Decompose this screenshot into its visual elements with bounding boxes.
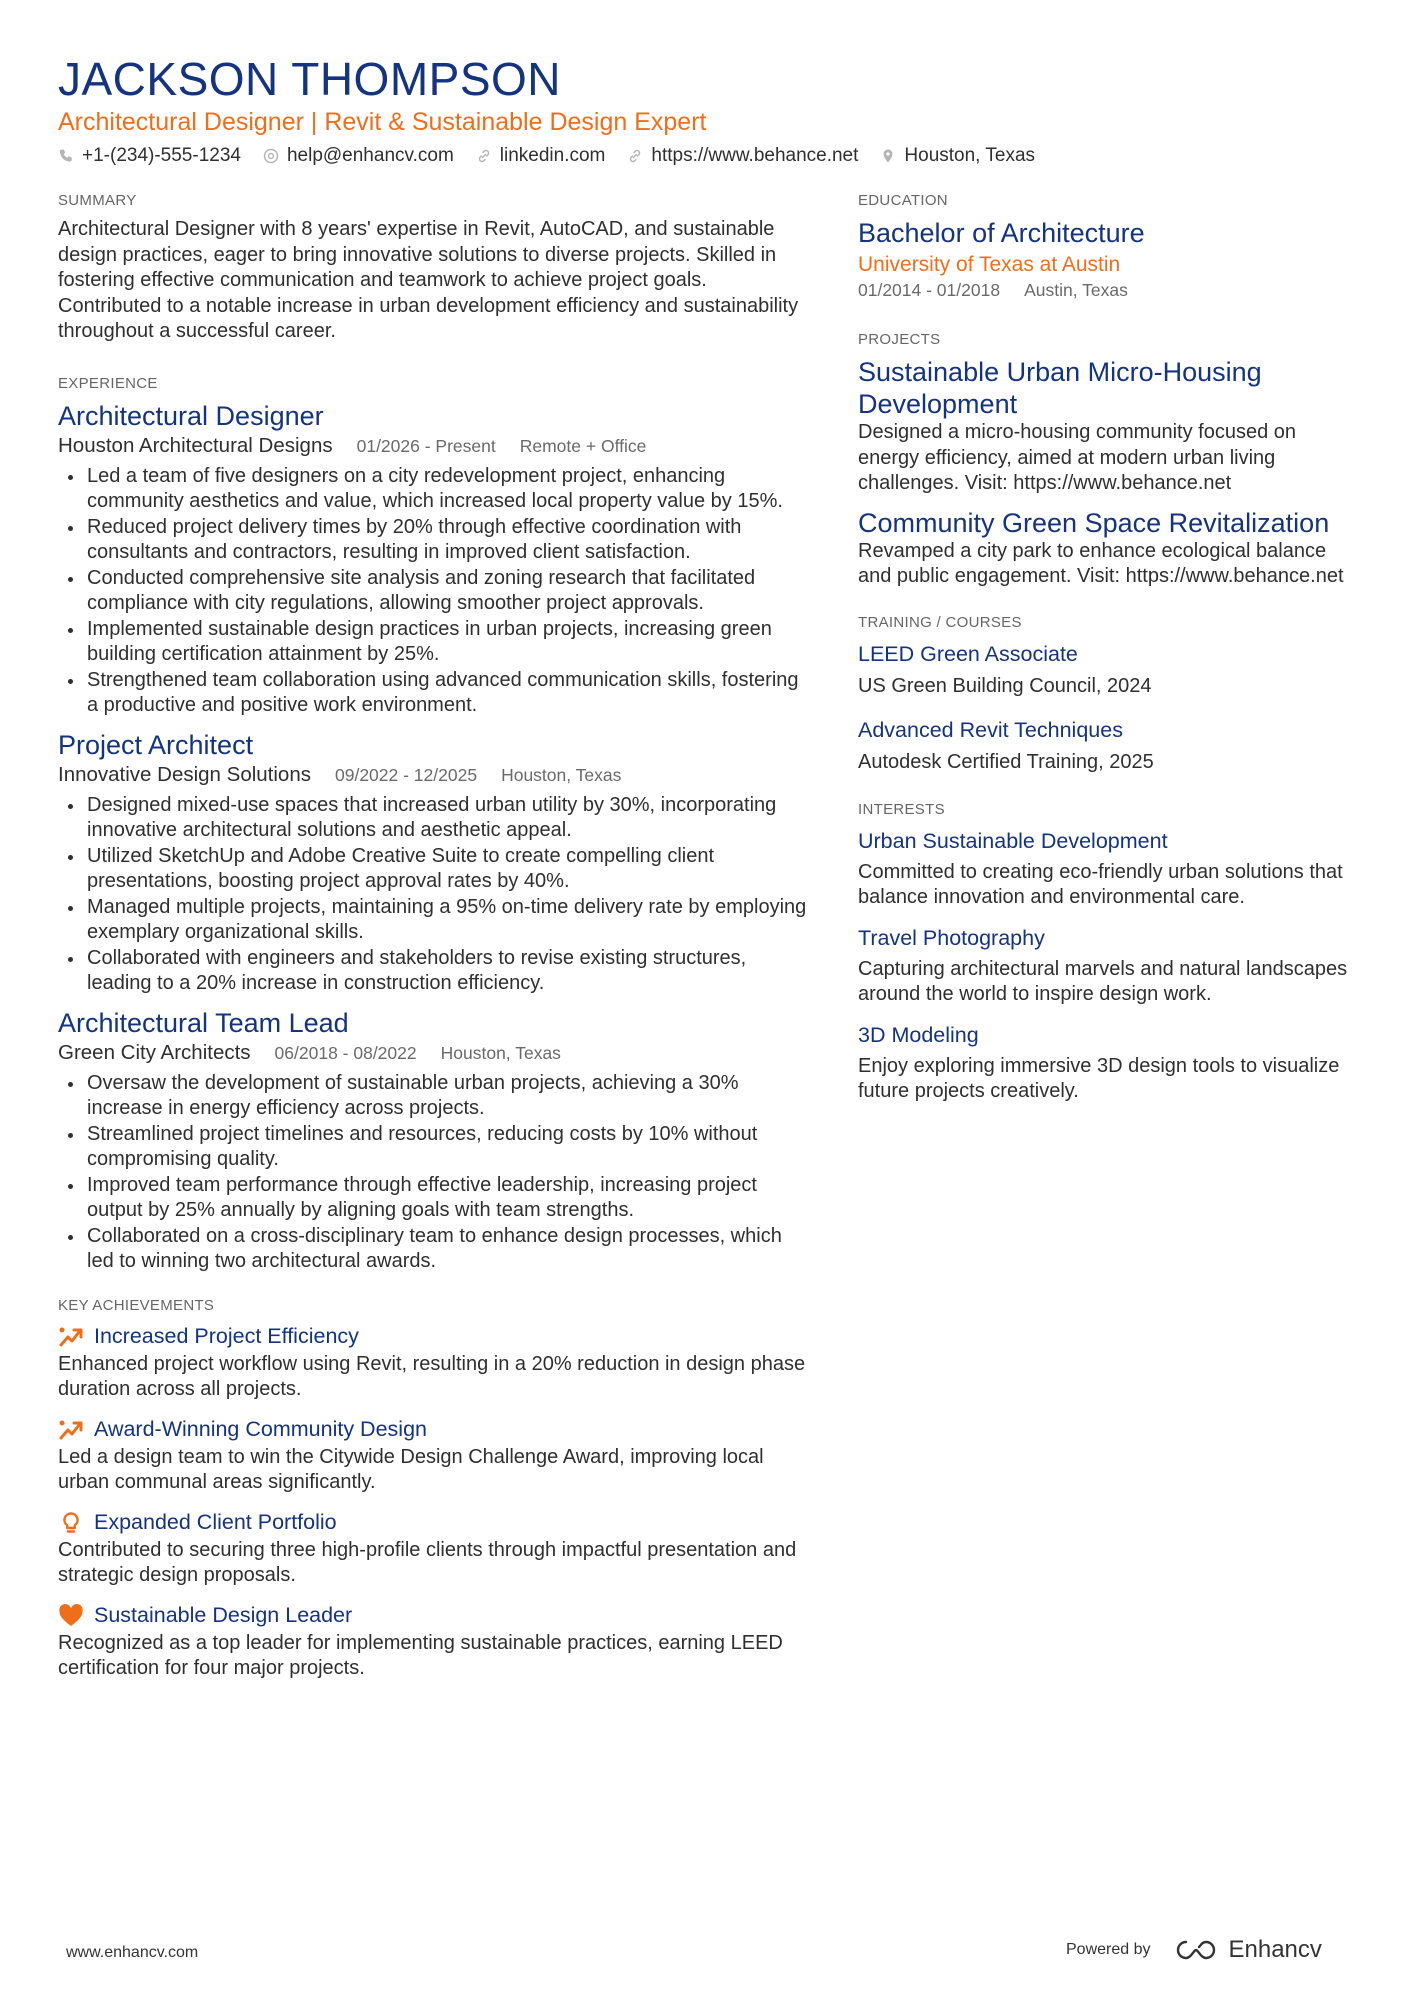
footer-branding — [1066, 1936, 1322, 1964]
job-title: Architectural Designer — [58, 400, 324, 431]
candidate-name: JACKSON THOMPSON — [58, 53, 561, 105]
contact-text: linkedin.com — [499, 145, 606, 166]
achievement-title: Expanded Client Portfolio — [94, 1510, 337, 1534]
at-icon — [263, 148, 279, 164]
job-bullets — [58, 793, 808, 997]
job-dates: 06/2018 - 08/2022 — [274, 1042, 417, 1063]
interest-item — [858, 826, 1358, 911]
bullet-item: Conducted comprehensive site analysis and zoning research that facilitated compliance with city regulations, allowing smoother project approvals. — [58, 566, 808, 617]
education-meta — [858, 279, 1358, 301]
interest-text: Capturing architectural marvels and natural landscapes around the world to inspire design work. — [858, 957, 1348, 1005]
section-title: EDUCATION — [858, 192, 948, 209]
contact-email[interactable] — [263, 145, 454, 167]
achievement-text: Enhanced project workflow using Revit, resulting in a 20% reduction in design phase duration across all projects. — [58, 1352, 806, 1400]
job-entry — [58, 400, 808, 719]
job-entry — [58, 729, 808, 997]
achievement-title: Award-Winning Community Design — [94, 1417, 427, 1441]
heart-icon — [58, 1604, 84, 1628]
contact-text: https://www.behance.net — [651, 145, 859, 166]
projects-section — [858, 331, 1358, 590]
section-title: KEY ACHIEVEMENTS — [58, 1296, 215, 1314]
project-title: Sustainable Urban Micro-Housing Development — [858, 357, 1262, 419]
contact-behance[interactable] — [627, 145, 858, 167]
bullet-item: Led a team of five designers on a city redevelopment project, enhancing community aesthetics and value, which increased local property value by 15%. — [58, 464, 808, 515]
bullet-item: Utilized SketchUp and Adobe Creative Suite to create compelling client presentations, boosting project approval rates by 40%. — [58, 844, 808, 895]
education-dates: 01/2014 - 01/2018 — [858, 280, 1001, 300]
achievement-text: Contributed to securing three high-profile clients through impactful presentation and strategic design proposals. — [58, 1538, 797, 1586]
section-title: PROJECTS — [858, 331, 941, 348]
enhancv-logo-icon — [1173, 1938, 1219, 1962]
job-meta — [58, 761, 808, 789]
training-section — [858, 614, 1358, 777]
interest-title: Urban Sustainable Development — [858, 828, 1168, 853]
link-icon — [476, 148, 492, 164]
job-title: Architectural Team Lead — [58, 1007, 349, 1038]
section-title: TRAINING / COURSES — [858, 613, 1022, 631]
interest-item — [858, 923, 1358, 1008]
contact-bar — [58, 145, 1035, 167]
course-title: Advanced Revit Techniques — [858, 717, 1123, 742]
summary-section — [58, 192, 808, 345]
footer-website[interactable]: www.enhancv.com — [66, 1944, 199, 1961]
achievements-section — [58, 1297, 808, 1682]
job-dates: 09/2022 - 12/2025 — [335, 764, 478, 785]
achievement-item — [58, 1508, 808, 1589]
job-dates: 01/2026 - Present — [356, 435, 496, 456]
bullet-item: Designed mixed-use spaces that increased urban utility by 30%, incorporating innovative architectural solutions and aesthetic appeal. — [58, 793, 808, 844]
section-title: SUMMARY — [58, 192, 137, 209]
brand-name: Enhancv — [1228, 1936, 1322, 1963]
right-column — [858, 192, 1358, 1117]
course-item — [858, 715, 1358, 777]
section-title: EXPERIENCE — [58, 374, 158, 392]
school-name: University of Texas at Austin — [858, 253, 1121, 276]
section-title: INTERESTS — [858, 800, 945, 818]
project-text: Designed a micro-housing community focused on energy efficiency, aimed at modern urban living challenges. Visit: https://www.behance.net — [858, 421, 1296, 494]
growth-arrow-icon — [58, 1418, 84, 1442]
company-name: Innovative Design Solutions — [58, 762, 311, 786]
summary-text: Architectural Designer with 8 years' expertise in Revit, AutoCAD, and sustainable design practices, eager to bring innovative solutions to diverse projects. Skilled in fostering effective communication and teamwork to achieve project goals. Contributed to a notable increase in urban development efficiency and sustainability throughout a successful career. — [58, 218, 799, 342]
contact-linkedin[interactable] — [476, 145, 606, 167]
interest-title: Travel Photography — [858, 925, 1045, 950]
achievement-item — [58, 1322, 808, 1403]
contact-text: +1-(234)-555-1234 — [82, 145, 241, 166]
education-location: Austin, Texas — [1024, 280, 1128, 300]
job-entry — [58, 1007, 808, 1275]
achievement-text: Recognized as a top leader for implementing sustainable practices, earning LEED certification for four major projects. — [58, 1631, 783, 1679]
contact-phone[interactable] — [58, 145, 241, 167]
company-name: Green City Architects — [58, 1040, 251, 1064]
location-icon — [880, 148, 896, 164]
growth-arrow-icon — [58, 1325, 84, 1349]
link-icon — [627, 148, 643, 164]
bullet-item: Collaborated with engineers and stakeholders to revise existing structures, leading to a 20% increase in construction efficiency. — [58, 946, 808, 997]
course-provider: Autodesk Certified Training, 2025 — [858, 750, 1154, 773]
job-meta — [58, 1039, 808, 1067]
achievement-title: Increased Project Efficiency — [94, 1324, 359, 1348]
contact-text: help@enhancv.com — [286, 145, 454, 166]
enhancv-logo[interactable] — [1173, 1936, 1322, 1964]
project-text: Revamped a city park to enhance ecological balance and public engagement. Visit: https://www.behance.net — [858, 539, 1344, 587]
course-title: LEED Green Associate — [858, 641, 1078, 666]
project-item — [858, 356, 1358, 497]
left-column — [58, 192, 808, 1694]
bullet-item: Oversaw the development of sustainable urban projects, achieving a 30% increase in energy efficiency across projects. — [58, 1071, 808, 1122]
job-location: Houston, Texas — [440, 1042, 561, 1063]
experience-section — [58, 375, 808, 1275]
bullet-item: Strengthened team collaboration using advanced communication skills, fostering a productive and positive work environment. — [58, 668, 808, 719]
job-location: Remote + Office — [519, 435, 647, 456]
bullet-item: Reduced project delivery times by 20% through effective coordination with consultants and contractors, resulting in improved client satisfaction. — [58, 515, 808, 566]
job-bullets — [58, 1071, 808, 1275]
powered-by-label: Powered by — [1066, 1941, 1151, 1958]
bullet-item: Implemented sustainable design practices in urban projects, increasing green building certification attainment by 25%. — [58, 617, 808, 668]
contact-text: Houston, Texas — [904, 145, 1036, 166]
achievement-item — [58, 1601, 808, 1682]
degree-title: Bachelor of Architecture — [858, 218, 1145, 248]
interests-section — [858, 801, 1358, 1105]
phone-icon — [58, 148, 74, 164]
job-bullets — [58, 464, 808, 719]
interest-text: Committed to creating eco-friendly urban solutions that balance innovation and environmental care. — [858, 860, 1343, 908]
interest-text: Enjoy exploring immersive 3D design tools to visualize future projects creatively. — [858, 1054, 1340, 1102]
bullet-item: Managed multiple projects, maintaining a 95% on-time delivery rate by employing exemplary organizational skills. — [58, 895, 808, 946]
lightbulb-icon — [58, 1511, 84, 1535]
job-meta — [58, 432, 808, 460]
achievement-item — [58, 1415, 808, 1496]
bullet-item: Improved team performance through effective leadership, increasing project output by 25% annually by aligning goals with team strengths. — [58, 1173, 808, 1224]
company-name: Houston Architectural Designs — [58, 433, 333, 457]
project-item — [858, 507, 1358, 590]
achievement-text: Led a design team to win the Citywide Design Challenge Award, improving local urban communal areas significantly. — [58, 1445, 764, 1493]
job-location: Houston, Texas — [501, 764, 622, 785]
bullet-item: Collaborated on a cross-disciplinary team to enhance design processes, which led to winning two architectural awards. — [58, 1224, 808, 1275]
candidate-title: Architectural Designer | Revit & Sustainable Design Expert — [58, 108, 707, 136]
job-title: Project Architect — [58, 729, 254, 760]
education-section — [858, 192, 1358, 301]
interest-title: 3D Modeling — [858, 1022, 979, 1047]
achievement-title: Sustainable Design Leader — [94, 1603, 353, 1627]
course-item — [858, 639, 1358, 701]
contact-location — [880, 145, 1035, 167]
course-provider: US Green Building Council, 2024 — [858, 674, 1152, 697]
interest-item — [858, 1020, 1358, 1105]
bullet-item: Streamlined project timelines and resources, reducing costs by 10% without compromising quality. — [58, 1122, 808, 1173]
project-title: Community Green Space Revitalization — [858, 507, 1330, 538]
